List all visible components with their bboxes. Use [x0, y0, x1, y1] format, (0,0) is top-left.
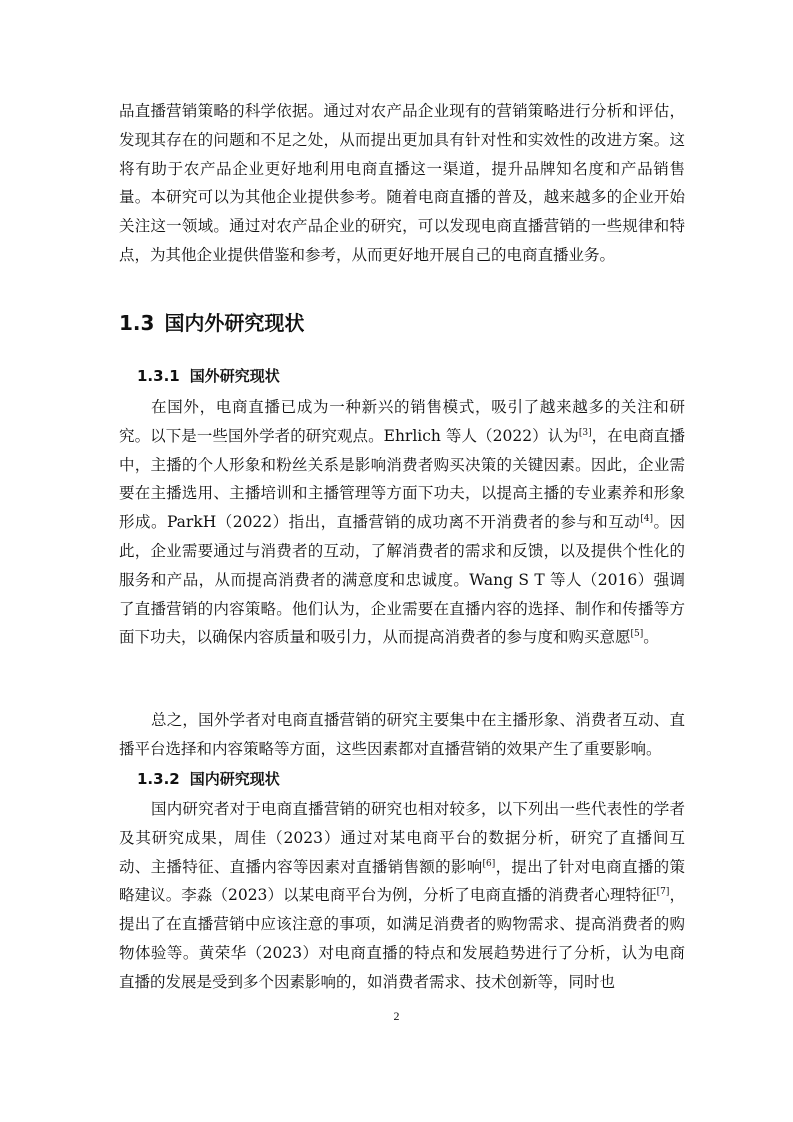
citation-ref: [6] — [482, 858, 496, 869]
page-number: 2 — [393, 1009, 400, 1023]
paragraph-text: 在国外，电商直播已成为一种新兴的销售模式，吸引了越来越多的关注和研究。以下是一些国外学者的研究观点。Ehrlich 等人（2022）认为 — [119, 398, 685, 445]
subsection-heading-domestic — [137, 767, 280, 791]
paragraph-text: 。因此，企业需要通过与消费者的互动，了解消费者的需求和反馈，以及提供个性化的服务和产品，从而提高消费者的满意度和忠诚度。Wang S T 等人（2016）强调了直播营销的内容策略。他们认为，企业需要在直播内容的选择、制作和传播等方面下功夫，以确保内容质量和吸引力，从而提高消费者的参与度和购买意愿 — [119, 513, 685, 647]
subsection-heading-foreign — [137, 364, 280, 388]
section-title: 国内外研究现状 — [164, 311, 305, 335]
subsection-title: 国外研究现状 — [189, 367, 280, 385]
section-number: 1.3 — [119, 311, 155, 335]
paragraph-text: 。 — [643, 628, 659, 647]
paragraph-text: ，提出了在直播营销中应该注意的事项，如满足消费者的购物需求、提高消费者的购物体验等。黄荣华（2023）对电商直播的特点和发展趋势进行了分析，认为电商直播的发展是受到多个因素影响的，如消费者需求、技术创新等，同时也 — [119, 886, 685, 991]
foreign-research-paragraph — [119, 393, 685, 652]
paragraph-text: ，在电商直播中，主播的个人形象和粉丝关系是影响消费者购买决策的关键因素。因此，企业需要在主播选用、主播培训和主播管理等方面下功夫，以提高主播的专业素养和形象形成。ParkH（2022）指出，直播营销的成功离不开消费者的参与和互动 — [119, 426, 685, 532]
paragraph-text: ，提出了针对电商直播的策略建议。李淼（2023）以某电商平台为例，分析了电商直播的消费者心理特征 — [119, 857, 685, 905]
citation-ref: [3] — [578, 427, 592, 438]
subsection-title: 国内研究现状 — [189, 770, 280, 788]
paragraph-text: 国内研究者对于电商直播营销的研究也相对较多，以下列出一些代表性的学者及其研究成果，周佳（2023）通过对某电商平台的数据分析，研究了直播间互动、主播特征、直播内容等因素对直播销售额的影响 — [119, 800, 685, 876]
citation-ref: [7] — [656, 887, 670, 898]
foreign-summary-paragraph: 总之，国外学者对电商直播营销的研究主要集中在主播形象、消费者互动、直播平台选择和内容策略等方面，这些因素都对直播营销的效果产生了重要影响。 — [119, 711, 685, 758]
citation-ref: [5] — [630, 629, 644, 640]
subsection-number: 1.3.2 — [137, 770, 180, 788]
subsection-number: 1.3.1 — [137, 367, 180, 385]
section-heading — [119, 308, 304, 338]
citation-ref: [4] — [640, 514, 654, 525]
intro-paragraph: 品直播营销策略的科学依据。通过对农产品企业现有的营销策略进行分析和评估，发现其存在的问题和不足之处，从而提出更加具有针对性和实效性的改进方案。这将有助于农产品企业更好地利用电商直播这一渠道，提升品牌知名度和产品销售量。本研究可以为其他企业提供参考。随着电商直播的普及，越来越多的企业开始关注这一领域。通过对农产品企业的研究，可以发现电商直播营销的一些规律和特点，为其他企业提供借鉴和参考，从而更好地开展自己的电商直播业务。 — [119, 102, 685, 264]
domestic-research-paragraph — [119, 795, 685, 997]
